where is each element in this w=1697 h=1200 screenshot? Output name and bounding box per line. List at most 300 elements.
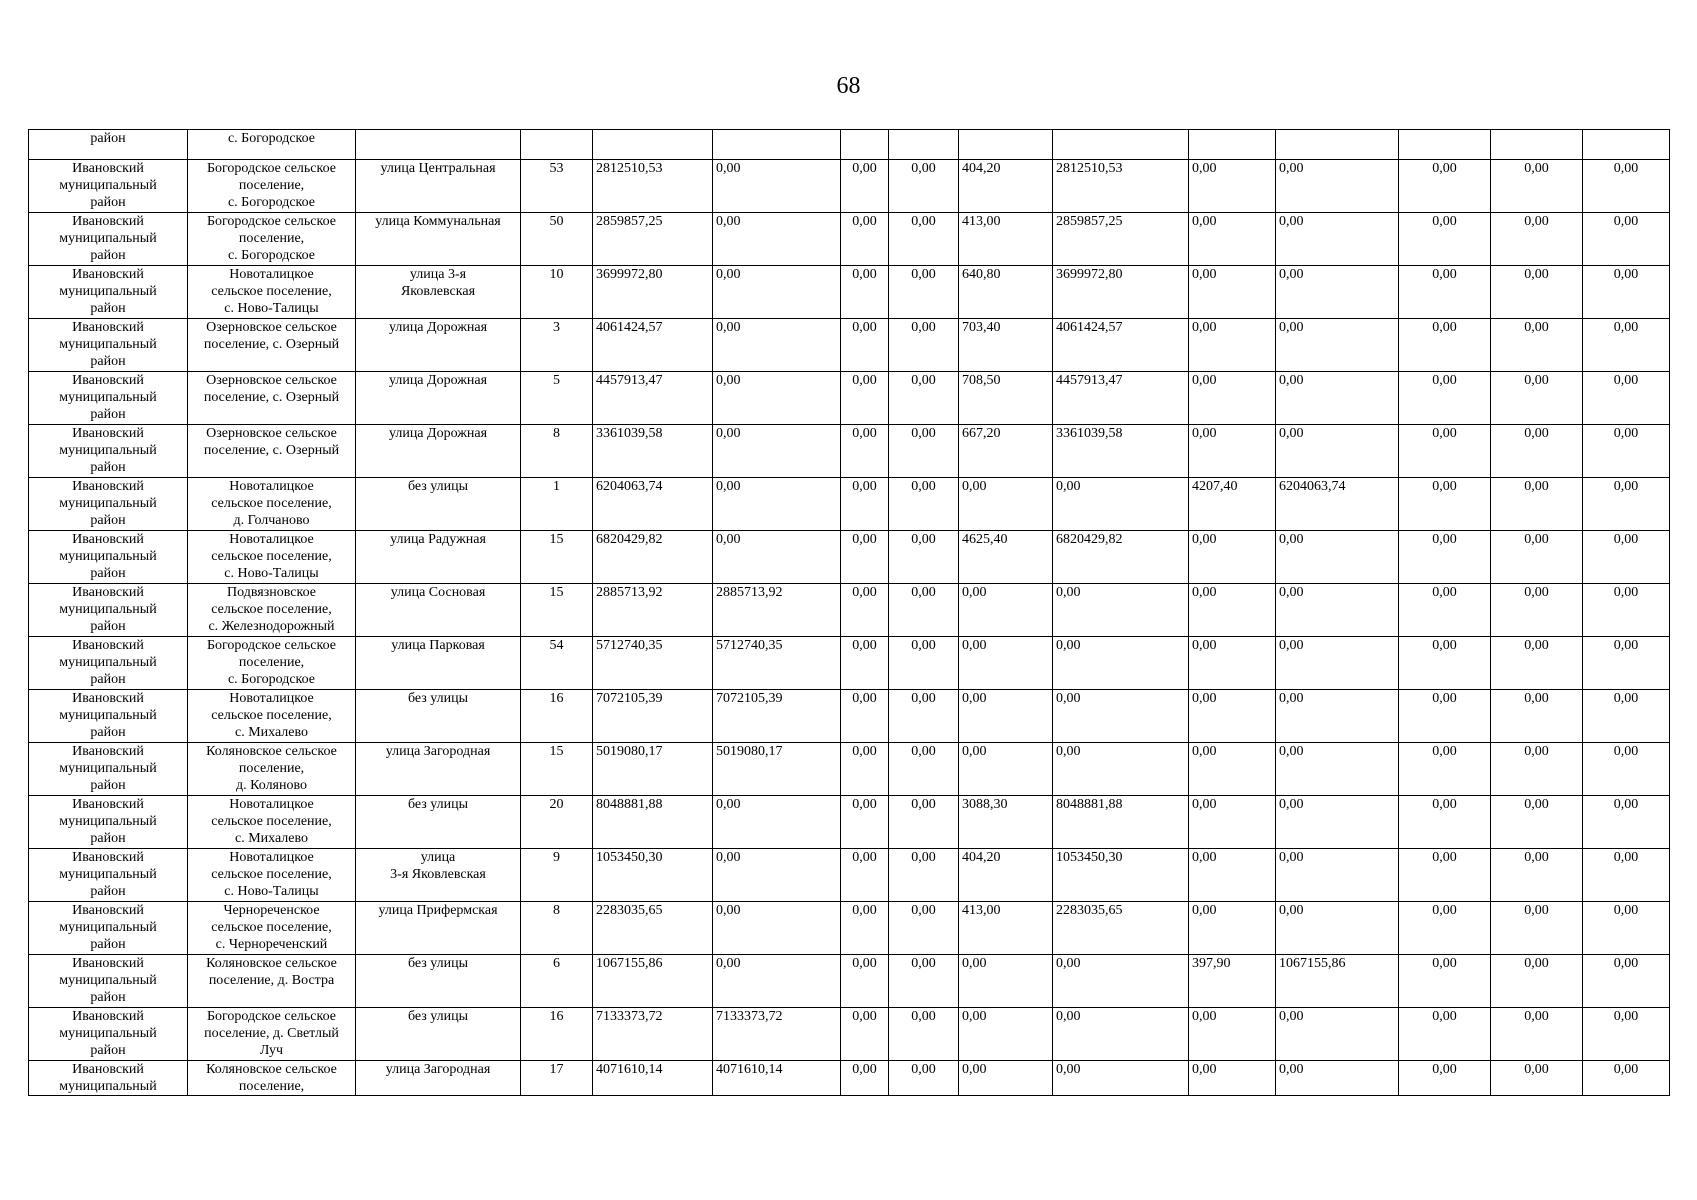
cell-street-line: улица Загородная [385,744,491,759]
cell-settlement-line: с. Богородское [227,672,316,687]
cell-value-c12: 0,00 [1276,160,1399,213]
cell-house-number: 5 [521,372,593,425]
cell-value-c7: 0,00 [841,796,889,849]
cell-settlement-line: Новоталицкое [229,532,314,547]
cell-settlement-line: сельское поселение, [211,920,332,935]
cell-value-c12: 1067155,86 [1276,955,1399,1008]
cell-street [356,266,521,319]
cell-value-c13: 0,00 [1399,372,1491,425]
cell-value-c11: 0,00 [1189,319,1276,372]
cell-district-line: муниципальный [59,1079,157,1094]
cell-district-line: Ивановский [72,214,144,229]
cell-value-c10: 4061424,57 [1053,319,1189,372]
cell-house-number: 9 [521,849,593,902]
cell-street-line: улица Дорожная [388,373,488,388]
cell-district-line: район [90,884,126,899]
cell-street [356,743,521,796]
cell-value-c14: 0,00 [1491,213,1583,266]
cell-settlement-line: с. Михалево [234,725,309,740]
cell-value-c14: 0,00 [1491,266,1583,319]
cell-value-c8: 0,00 [889,213,959,266]
cell-house-number: 53 [521,160,593,213]
cell-street [356,478,521,531]
cell-settlement-line: сельское поселение, [211,708,332,723]
cell-settlement-line: сельское поселение, [211,602,332,617]
cell-value-c15: 0,00 [1583,637,1670,690]
cell-street [356,584,521,637]
cell-value-c6: 0,00 [713,902,841,955]
cell-value-c13: 0,00 [1399,796,1491,849]
cell-value-c9: 413,00 [959,902,1053,955]
cell-value-c5: 3361039,58 [593,425,713,478]
cell-settlement-line: Богородское сельское [206,214,336,229]
cell-value-c7: 0,00 [841,1061,889,1096]
cell-value-c11: 0,00 [1189,1008,1276,1061]
cell-district-line: район [90,831,126,846]
cell-value-c15: 0,00 [1583,796,1670,849]
cell-value-c12: 0,00 [1276,531,1399,584]
cell-house-number: 20 [521,796,593,849]
cell-district [29,584,188,637]
cell-house-number: 8 [521,902,593,955]
cell-value-c12: 0,00 [1276,637,1399,690]
cell-value-c9: 413,00 [959,213,1053,266]
cell-district-line: район [90,778,126,793]
cell-settlement-line: Коляновское сельское [206,956,337,971]
cell-value-c7: 0,00 [841,478,889,531]
cell-street-line: улица [420,850,456,865]
cell-value-c8: 0,00 [889,637,959,690]
cell-value-c12: 0,00 [1276,213,1399,266]
cell-district [29,478,188,531]
cell-settlement-line: с. Ново-Талицы [224,301,319,316]
cell-value-c13: 0,00 [1399,160,1491,213]
cell-value-c8 [889,130,959,160]
cell-street-line: без улицы [407,1009,469,1024]
cell-value-c15: 0,00 [1583,531,1670,584]
cell-value-c11: 0,00 [1189,531,1276,584]
cell-district-line: Ивановский [72,1062,144,1077]
cell-district-line: муниципальный [59,231,157,246]
cell-district-line: Ивановский [72,373,144,388]
table-row [29,213,1670,266]
cell-district-line: Ивановский [72,638,144,653]
cell-district [29,902,188,955]
cell-value-c11: 0,00 [1189,902,1276,955]
cell-settlement [188,372,356,425]
table-row [29,955,1670,1008]
cell-settlement [188,531,356,584]
cell-district-line: муниципальный [59,761,157,776]
cell-value-c13 [1399,130,1491,160]
cell-value-c12: 0,00 [1276,584,1399,637]
cell-value-c10: 0,00 [1053,743,1189,796]
cell-value-c13: 0,00 [1399,902,1491,955]
cell-house-number: 16 [521,690,593,743]
cell-value-c5: 6204063,74 [593,478,713,531]
cell-value-c6: 0,00 [713,160,841,213]
cell-value-c7: 0,00 [841,213,889,266]
cell-value-c12: 0,00 [1276,1061,1399,1096]
cell-value-c10: 0,00 [1053,1008,1189,1061]
cell-street-line: улица Парковая [391,638,485,653]
cell-value-c15: 0,00 [1583,266,1670,319]
cell-value-c8: 0,00 [889,478,959,531]
cell-street-line: улица Центральная [380,161,496,176]
cell-value-c11: 0,00 [1189,637,1276,690]
cell-district-line: Ивановский [72,956,144,971]
cell-district-line: муниципальный [59,867,157,882]
table-row [29,372,1670,425]
cell-value-c13: 0,00 [1399,478,1491,531]
cell-value-c5: 2885713,92 [593,584,713,637]
cell-district-line: муниципальный [59,178,157,193]
cell-district-line: муниципальный [59,549,157,564]
cell-settlement-line: сельское поселение, [211,814,332,829]
cell-value-c5: 7133373,72 [593,1008,713,1061]
cell-value-c6: 7072105,39 [713,690,841,743]
cell-settlement [188,130,356,160]
cell-value-c8: 0,00 [889,1061,959,1096]
cell-value-c15: 0,00 [1583,213,1670,266]
cell-district [29,1061,188,1096]
cell-value-c14: 0,00 [1491,425,1583,478]
cell-value-c6: 0,00 [713,213,841,266]
cell-value-c13: 0,00 [1399,584,1491,637]
cell-value-c13: 0,00 [1399,266,1491,319]
cell-value-c6: 0,00 [713,266,841,319]
cell-street-line: улица 3-я [409,267,467,282]
cell-settlement-line: сельское поселение, [211,284,332,299]
cell-district [29,690,188,743]
cell-value-c7: 0,00 [841,955,889,1008]
cell-house-number: 15 [521,531,593,584]
cell-house-number: 16 [521,1008,593,1061]
cell-settlement-line: Коляновское сельское [206,1062,337,1077]
cell-district-line: Ивановский [72,903,144,918]
table-body [29,130,1670,1096]
cell-value-c7: 0,00 [841,531,889,584]
cell-settlement-line: Богородское сельское [206,1009,336,1024]
cell-settlement-line: поселение, [238,1079,305,1094]
cell-value-c14: 0,00 [1491,160,1583,213]
cell-settlement-line: поселение, с. Озерный [203,390,340,405]
cell-value-c14: 0,00 [1491,319,1583,372]
cell-settlement-line: с. Чернореченский [215,937,328,952]
cell-settlement-line: с. Михалево [234,831,309,846]
cell-value-c12: 0,00 [1276,372,1399,425]
cell-settlement-line: с. Ново-Талицы [224,566,319,581]
cell-street [356,637,521,690]
cell-settlement-line: сельское поселение, [211,867,332,882]
cell-settlement-line: с. Богородское [227,195,316,210]
cell-value-c11: 0,00 [1189,584,1276,637]
cell-settlement-line: с. Ново-Талицы [224,884,319,899]
cell-value-c14: 0,00 [1491,1008,1583,1061]
cell-value-c7: 0,00 [841,319,889,372]
cell-value-c5: 4071610,14 [593,1061,713,1096]
cell-value-c10: 3699972,80 [1053,266,1189,319]
cell-value-c7: 0,00 [841,160,889,213]
cell-settlement-line: Богородское сельское [206,638,336,653]
cell-value-c7: 0,00 [841,266,889,319]
cell-street [356,902,521,955]
cell-value-c14: 0,00 [1491,849,1583,902]
cell-district-line: муниципальный [59,390,157,405]
cell-value-c5: 4061424,57 [593,319,713,372]
cell-street-line: без улицы [407,956,469,971]
cell-value-c6: 7133373,72 [713,1008,841,1061]
cell-district [29,796,188,849]
cell-value-c12: 0,00 [1276,266,1399,319]
cell-district [29,425,188,478]
cell-value-c9: 640,80 [959,266,1053,319]
cell-value-c15: 0,00 [1583,1061,1670,1096]
cell-value-c10: 1053450,30 [1053,849,1189,902]
cell-value-c15: 0,00 [1583,319,1670,372]
cell-street-line: 3-я Яковлевская [390,867,486,882]
table-row [29,796,1670,849]
cell-value-c10: 0,00 [1053,478,1189,531]
cell-value-c10 [1053,130,1189,160]
cell-district-line: Ивановский [72,479,144,494]
cell-settlement-line: Коляновское сельское [206,744,337,759]
cell-settlement-line: поселение, [238,231,305,246]
cell-value-c10: 0,00 [1053,584,1189,637]
cell-value-c5: 4457913,47 [593,372,713,425]
cell-settlement-line: Новоталицкое [229,691,314,706]
cell-value-c9 [959,130,1053,160]
cell-district-line: район [90,725,126,740]
cell-district-line: район [90,131,126,146]
cell-street-line: улица Загородная [385,1062,491,1077]
cell-value-c14: 0,00 [1491,902,1583,955]
cell-settlement-line: поселение, с. Озерный [203,443,340,458]
cell-district-line: район [90,460,126,475]
cell-value-c13: 0,00 [1399,213,1491,266]
table-row [29,690,1670,743]
table-row [29,425,1670,478]
cell-settlement [188,637,356,690]
cell-value-c5 [593,130,713,160]
cell-value-c15: 0,00 [1583,160,1670,213]
cell-house-number: 6 [521,955,593,1008]
cell-value-c9: 0,00 [959,690,1053,743]
housing-table [28,129,1670,1096]
cell-value-c15: 0,00 [1583,1008,1670,1061]
cell-value-c10: 2283035,65 [1053,902,1189,955]
cell-settlement-line: с. Богородское [227,131,316,146]
cell-district-line: муниципальный [59,1026,157,1041]
cell-value-c9: 0,00 [959,637,1053,690]
cell-district-line: муниципальный [59,602,157,617]
cell-house-number: 50 [521,213,593,266]
table-row [29,266,1670,319]
cell-settlement [188,1061,356,1096]
cell-street [356,1008,521,1061]
cell-district-line: Ивановский [72,426,144,441]
cell-house-number: 10 [521,266,593,319]
cell-settlement-line: Чернореченское [223,903,320,918]
cell-value-c12: 0,00 [1276,1008,1399,1061]
cell-settlement-line: поселение, [238,655,305,670]
cell-value-c14: 0,00 [1491,531,1583,584]
cell-settlement [188,743,356,796]
cell-value-c8: 0,00 [889,690,959,743]
cell-settlement-line: Новоталицкое [229,479,314,494]
cell-value-c15: 0,00 [1583,902,1670,955]
cell-value-c8: 0,00 [889,902,959,955]
cell-street-line: без улицы [407,479,469,494]
cell-value-c12: 6204063,74 [1276,478,1399,531]
cell-district-line: муниципальный [59,973,157,988]
cell-value-c8: 0,00 [889,266,959,319]
cell-value-c8: 0,00 [889,372,959,425]
cell-value-c10: 2859857,25 [1053,213,1189,266]
table-row [29,478,1670,531]
cell-value-c6 [713,130,841,160]
table-row [29,319,1670,372]
cell-value-c14: 0,00 [1491,584,1583,637]
cell-settlement-line: поселение, д. Востра [208,973,335,988]
cell-street [356,796,521,849]
cell-street [356,213,521,266]
cell-district-line: муниципальный [59,443,157,458]
cell-value-c7: 0,00 [841,584,889,637]
cell-district [29,1008,188,1061]
cell-value-c13: 0,00 [1399,955,1491,1008]
cell-value-c8: 0,00 [889,796,959,849]
cell-district-line: Ивановский [72,532,144,547]
cell-value-c9: 708,50 [959,372,1053,425]
cell-value-c10: 2812510,53 [1053,160,1189,213]
cell-district-line: муниципальный [59,496,157,511]
cell-settlement-line: с. Железнодорожный [208,619,335,634]
cell-street [356,130,521,160]
table-row [29,1008,1670,1061]
cell-settlement [188,213,356,266]
cell-street [356,955,521,1008]
cell-settlement [188,584,356,637]
cell-value-c11: 0,00 [1189,266,1276,319]
table-row [29,531,1670,584]
cell-value-c11: 0,00 [1189,849,1276,902]
cell-value-c11: 0,00 [1189,160,1276,213]
cell-value-c14 [1491,130,1583,160]
cell-value-c9: 703,40 [959,319,1053,372]
cell-settlement-line: поселение, д. Светлый [204,1026,339,1041]
cell-value-c12: 0,00 [1276,796,1399,849]
cell-value-c13: 0,00 [1399,849,1491,902]
cell-value-c10: 4457913,47 [1053,372,1189,425]
cell-value-c13: 0,00 [1399,637,1491,690]
table-row [29,1061,1670,1096]
cell-value-c14: 0,00 [1491,1061,1583,1096]
cell-settlement-line: Озерновское сельское [206,426,337,441]
cell-value-c7 [841,130,889,160]
cell-street [356,319,521,372]
cell-district-line: муниципальный [59,708,157,723]
cell-value-c6: 0,00 [713,955,841,1008]
page-number: 68 [836,73,861,99]
cell-district-line: муниципальный [59,920,157,935]
cell-district-line: Ивановский [72,850,144,865]
cell-value-c12: 0,00 [1276,425,1399,478]
cell-value-c8: 0,00 [889,1008,959,1061]
cell-value-c15: 0,00 [1583,955,1670,1008]
cell-district-line: район [90,672,126,687]
cell-value-c9: 0,00 [959,955,1053,1008]
cell-street-line: Яковлевская [400,284,476,299]
cell-value-c11: 0,00 [1189,796,1276,849]
cell-value-c7: 0,00 [841,637,889,690]
cell-value-c14: 0,00 [1491,478,1583,531]
cell-district [29,849,188,902]
cell-district [29,266,188,319]
cell-value-c10: 0,00 [1053,637,1189,690]
cell-settlement [188,425,356,478]
cell-value-c7: 0,00 [841,902,889,955]
cell-settlement-line: Луч [259,1043,284,1058]
cell-value-c9: 4625,40 [959,531,1053,584]
cell-district-line: район [90,1043,126,1058]
cell-street [356,372,521,425]
cell-value-c9: 404,20 [959,849,1053,902]
cell-settlement-line: Подвязновское [227,585,316,600]
cell-value-c6: 0,00 [713,372,841,425]
cell-settlement-line: д. Голчаново [233,513,310,528]
cell-settlement [188,955,356,1008]
cell-district-line: Ивановский [72,797,144,812]
cell-value-c13: 0,00 [1399,1061,1491,1096]
cell-district-line: район [90,619,126,634]
cell-settlement [188,160,356,213]
cell-value-c13: 0,00 [1399,425,1491,478]
cell-value-c13: 0,00 [1399,1008,1491,1061]
cell-street-line: без улицы [407,797,469,812]
cell-street [356,1061,521,1096]
cell-value-c14: 0,00 [1491,637,1583,690]
table-row [29,743,1670,796]
cell-settlement [188,1008,356,1061]
cell-street [356,160,521,213]
cell-street-line: улица Сосновая [390,585,486,600]
cell-value-c6: 2885713,92 [713,584,841,637]
cell-value-c5: 6820429,82 [593,531,713,584]
cell-district-line: Ивановский [72,691,144,706]
cell-settlement-line: Новоталицкое [229,850,314,865]
cell-settlement [188,266,356,319]
cell-value-c15: 0,00 [1583,849,1670,902]
cell-house-number: 3 [521,319,593,372]
cell-value-c8: 0,00 [889,319,959,372]
cell-settlement [188,902,356,955]
cell-value-c5: 5712740,35 [593,637,713,690]
cell-settlement-line: сельское поселение, [211,496,332,511]
cell-value-c6: 0,00 [713,531,841,584]
cell-settlement-line: Озерновское сельское [206,320,337,335]
table-row [29,902,1670,955]
cell-settlement-line: поселение, с. Озерный [203,337,340,352]
cell-district-line: Ивановский [72,585,144,600]
cell-value-c8: 0,00 [889,743,959,796]
cell-district-line: район [90,301,126,316]
cell-settlement-line: Новоталицкое [229,797,314,812]
cell-district-line: Ивановский [72,744,144,759]
cell-value-c6: 0,00 [713,319,841,372]
cell-value-c6: 0,00 [713,425,841,478]
cell-district-line: район [90,566,126,581]
